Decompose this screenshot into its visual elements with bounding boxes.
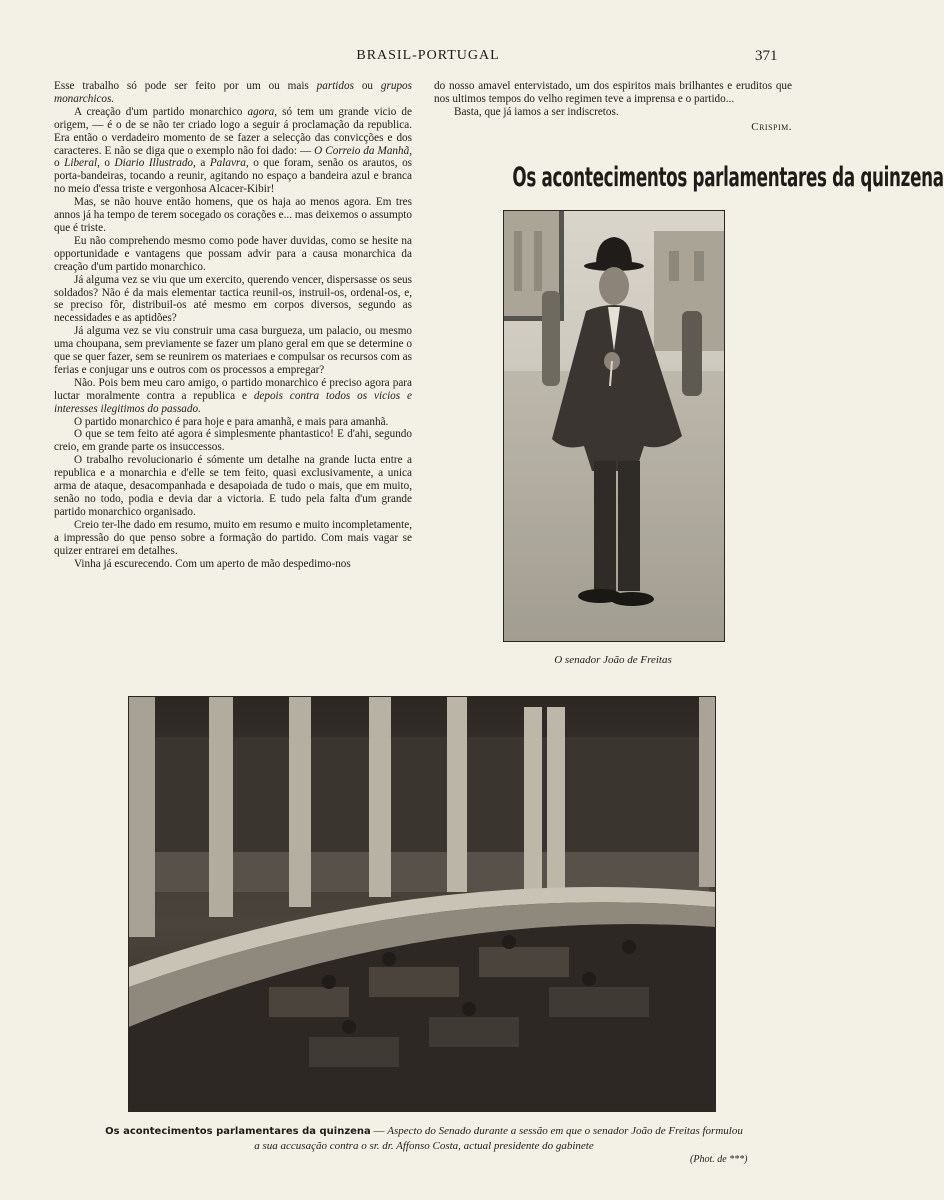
senator-photo-caption: O senador João de Freitas [554, 654, 672, 666]
paragraph: O trabalho revolucionario é sómente um detalhe na grande lucta entre a republica e a monarchia e d'elle se tem feito, quasi exclusivamente, a unica arma de ataque, desacompanhada e desapoiada de tudo o mais, que em muito, senão no todo, podia e devia dar a victoria. E tudo pela falta d'um grande partido monarchico organisado. [54, 454, 412, 518]
photo-credit: (Phot. de ***) [690, 1154, 748, 1165]
senator-photo-image [504, 211, 724, 641]
paragraph: Eu não comprehendo mesmo como pode haver duvidas, como se hesite na opportunidade e vantagens que possam advir para a causa monarchica da creação d'um partido monarchico. [54, 234, 412, 273]
caption-dash: — [370, 1125, 388, 1137]
running-title: BRASIL-PORTUGAL [356, 48, 500, 63]
senate-photo-image [129, 697, 715, 1111]
article-headline: Os acontecimentos parlamentares da quinzena [512, 162, 944, 193]
paragraph: Mas, se não houve então homens, que os haja ao menos agora. Em tres annos já ha tempo de terem socegado os corações e... mas deixemos o assumpto que é triste. [54, 196, 412, 234]
paragraph: Já alguma vez se viu construir uma casa burgueza, um palacio, ou mesmo uma choupana, sem previamente se fazer um plano geral em que se determine o que se quer fazer, sem se reunirem os materiaes e compulsar os recursos com as ferias e conjugar uns e outros com os processos a empregar? [54, 325, 412, 376]
page-number: 371 [755, 48, 778, 64]
senate-photo-caption [104, 1124, 744, 1153]
left-column [54, 80, 412, 570]
paragraph: Vinha já escurecendo. Com um aperto de mão despedimo-nos [74, 557, 351, 570]
caption-text: Aspecto do Senado durante a sessão em que o senador João de Freitas formulou a sua accusação contra o sr. dr. Affonso Costa, actual presidente do gabinete [254, 1125, 743, 1152]
author-signature: Crispim. [751, 120, 792, 133]
senator-photo [503, 210, 725, 642]
paragraph: O que se tem feito até agora é simplesmente phantastico! E d'ahi, segundo creio, em grande parte os insuccessos. [54, 428, 412, 454]
right-column [434, 80, 792, 134]
caption-heading: Os acontecimentos parlamentares da quinzena [105, 1126, 371, 1137]
paragraph: O partido monarchico é para hoje e para amanhã, e mais para amanhã. [74, 415, 389, 428]
paragraph: Esse trabalho só pode ser feito por um ou mais partidos ou grupos monarchicos. [54, 80, 412, 105]
paragraph: Não. Pois bem meu caro amigo, o partido monarchico é preciso agora para luctar moralmente contra a republica e depois contra todos os vicios e interesses ilegitimos do passado. [54, 376, 412, 415]
paragraph: Creio ter-lhe dado em resumo, muito em resumo e muito incompletamente, a impressão do que penso sobre a formação do partido. Com mais vagar se quizer entrarei em detalhes. [54, 518, 412, 557]
paragraph: A creação d'um partido monarchico agora, só tem um grande vicio de origem, — é o de se não ter criado logo a seguir á proclamação da republica. Era então o verdadeiro momento de se fazer a selecção das convicções e dos caracteres. E não se diga que o exemplo não foi dado: — O Correio da Manhã, o Liberal, o Diario Illustrado, a Palavra, o que foram, senão os arautos, os porta-bandeiras, tocando a reunir, agitando no espaço a bandeira azul e branca no meio d'essa triste e vergonhosa Alcacer-Kibir! [54, 105, 413, 196]
paragraph: do nosso amavel entervistado, um dos espiritos mais brilhantes e eruditos que nos ultimos tempos do velho regimen teve a imprensa e o partido... [434, 80, 792, 105]
paragraph: Basta, que já iamos a ser indiscretos. [454, 105, 619, 118]
paragraph: Já alguma vez se viu que um exercito, querendo vencer, dispersasse os seus soldados? Não é da mais elementar tactica reunil-os, instruil-os, ordenal-os, e, se preciso fôr, distribuil-os até mesmo em corpos diversos, segundo as necessidades e as aptidões? [54, 273, 412, 325]
senate-photo [128, 696, 716, 1112]
